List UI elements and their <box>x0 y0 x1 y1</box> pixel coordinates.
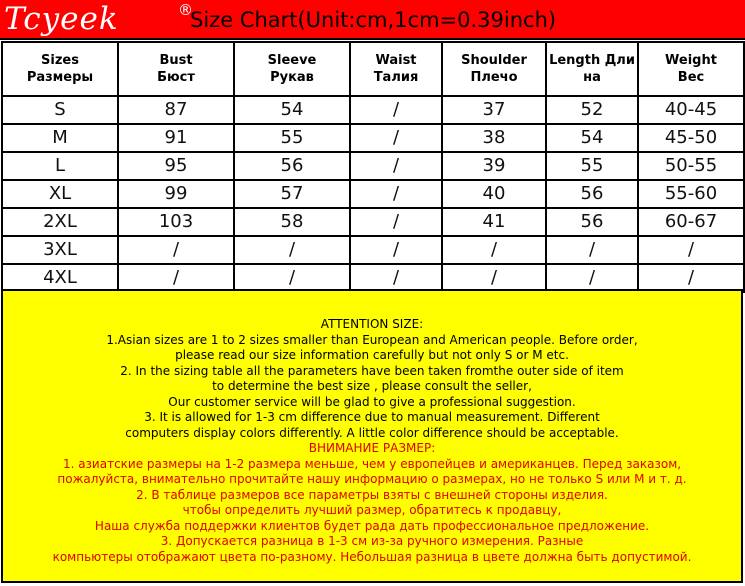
cell-weight: 60-67 <box>638 208 744 236</box>
cell-waist: / <box>350 96 442 124</box>
cell-length: 52 <box>546 96 638 124</box>
table-row <box>2 264 744 292</box>
cell-waist: / <box>350 180 442 208</box>
attention-heading: ATTENTION SIZE: <box>320 317 424 331</box>
note-line-ru: 2. В таблице размеров все параметры взяты с внешней стороны изделия. <box>136 487 608 502</box>
brand-logo: Tcyeek <box>4 1 119 37</box>
note-line-ru: компьютеры отображают цвета по-разному. Небольшая разница в цвете должна быть допустимой. <box>52 549 692 564</box>
note-line-ru: 3. Допускается разница в 1-3 см из-за ручного измерения. Разные <box>160 534 584 548</box>
note-line-ru: 1. азиатские размеры на 1-2 размера меньше, чем у европейцев и американцев. Перед заказом, <box>62 456 682 471</box>
cell-shoulder: / <box>442 264 546 292</box>
table-row <box>2 208 744 236</box>
cell-length: / <box>546 264 638 292</box>
note-line: 3. It is allowed for 1-3 cm difference due to manual measurement. Different <box>144 410 600 424</box>
cell-length: 56 <box>546 180 638 208</box>
table-row <box>2 124 744 152</box>
cell-size: M <box>2 124 118 152</box>
table-row <box>2 236 744 264</box>
header-sleeve: Sleeve Рукав <box>234 42 350 96</box>
note-line-ru: чтобы определить лучший размер, обратитесь к продавцу, <box>182 503 562 517</box>
attention-notes <box>1 289 743 583</box>
cell-weight: 45-50 <box>638 124 744 152</box>
page-title: Size Chart(Unit:cm,1cm=0.39inch) <box>190 8 557 32</box>
header-length: Length Дли на <box>546 42 638 96</box>
header-banner <box>0 0 745 40</box>
note-line: to determine the best size , please consult the seller, <box>212 379 532 393</box>
cell-sleeve: / <box>234 236 350 264</box>
note-line: please read our size information carefully but not only S or M etc. <box>175 348 569 362</box>
cell-waist: / <box>350 152 442 180</box>
note-line-ru: пожалуйста, внимательно прочитайте нашу информацию о размерах, но не только S или M и т. д. <box>57 472 687 486</box>
cell-bust: 87 <box>118 96 234 124</box>
cell-sleeve: 58 <box>234 208 350 236</box>
cell-bust: / <box>118 236 234 264</box>
cell-size: S <box>2 96 118 124</box>
note-line: Our customer service will be glad to give a professional suggestion. <box>168 394 576 409</box>
cell-shoulder: 37 <box>442 96 546 124</box>
cell-size: L <box>2 152 118 180</box>
cell-bust: 99 <box>118 180 234 208</box>
cell-bust: 91 <box>118 124 234 152</box>
cell-bust: / <box>118 264 234 292</box>
cell-length: / <box>546 236 638 264</box>
header-shoulder: Shoulder Плечо <box>442 42 546 96</box>
cell-weight: 50-55 <box>638 152 744 180</box>
cell-sleeve: / <box>234 264 350 292</box>
cell-weight: / <box>638 236 744 264</box>
cell-shoulder: 39 <box>442 152 546 180</box>
size-table <box>1 41 745 293</box>
table-header-row <box>2 42 744 96</box>
cell-waist: / <box>350 208 442 236</box>
cell-size: 3XL <box>2 236 118 264</box>
registered-mark: ® <box>178 1 193 19</box>
cell-size: XL <box>2 180 118 208</box>
cell-shoulder: / <box>442 236 546 264</box>
header-bust: Bust Бюст <box>118 42 234 96</box>
cell-bust: 95 <box>118 152 234 180</box>
note-line: 2. In the sizing table all the parameters have been taken fromthe outer side of item <box>120 363 624 378</box>
header-waist: Waist Талия <box>350 42 442 96</box>
cell-weight: / <box>638 264 744 292</box>
cell-length: 55 <box>546 152 638 180</box>
cell-sleeve: 55 <box>234 124 350 152</box>
cell-waist: / <box>350 236 442 264</box>
table-row <box>2 180 744 208</box>
cell-waist: / <box>350 264 442 292</box>
header-sizes: Sizes Размеры <box>2 42 118 96</box>
cell-size: 2XL <box>2 208 118 236</box>
cell-size: 4XL <box>2 264 118 292</box>
cell-bust: 103 <box>118 208 234 236</box>
note-line: 1.Asian sizes are 1 to 2 sizes smaller than European and American people. Before order, <box>106 332 638 347</box>
note-line-ru: Наша служба поддержки клиентов будет рада дать профессиональное предложение. <box>94 518 650 533</box>
cell-length: 54 <box>546 124 638 152</box>
header-weight: Weight Вес <box>638 42 744 96</box>
attention-heading-ru: ВНИМАНИЕ РАЗМЕР: <box>308 441 436 455</box>
cell-weight: 40-45 <box>638 96 744 124</box>
cell-sleeve: 56 <box>234 152 350 180</box>
table-row <box>2 96 744 124</box>
cell-weight: 55-60 <box>638 180 744 208</box>
cell-sleeve: 54 <box>234 96 350 124</box>
cell-shoulder: 38 <box>442 124 546 152</box>
cell-sleeve: 57 <box>234 180 350 208</box>
note-line: computers display colors differently. A little color difference should be acceptable. <box>125 425 619 440</box>
cell-waist: / <box>350 124 442 152</box>
table-row <box>2 152 744 180</box>
cell-length: 56 <box>546 208 638 236</box>
cell-shoulder: 40 <box>442 180 546 208</box>
cell-shoulder: 41 <box>442 208 546 236</box>
